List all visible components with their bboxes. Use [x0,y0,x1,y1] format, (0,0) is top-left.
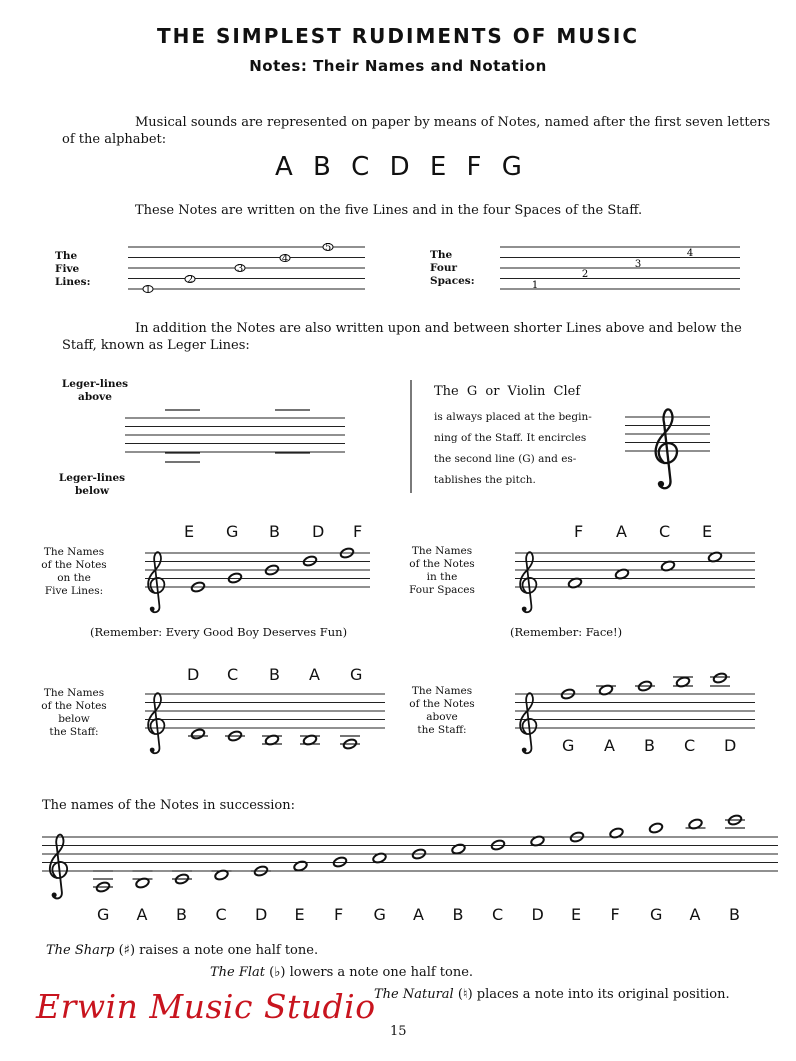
sharp-text: raises a note one half tone. [139,943,319,958]
note-heads [93,243,745,893]
flat-sign: (♭) [269,965,286,980]
succession-note-letter: A [689,905,701,924]
leger-line-1: In addition the Notes are also written upon and between shorter Lines above and below the [135,321,742,336]
line-number: 1 [144,284,152,296]
below-note-letter: A [309,665,320,684]
succession-note-letter: C [492,905,504,924]
spaces-note-letter: F [574,522,584,541]
space-number: 3 [634,259,642,270]
spaces-notes-label: The Names of the Notes in the Four Spaces [409,545,475,596]
lines-mnemonic: (Remember: Every Good Boy Deserves Fun) [90,625,348,639]
succession-note-letter: B [452,905,464,924]
succession-note-letter: D [531,905,544,924]
line-number: 5 [324,242,332,254]
leger-line-2: Staff, known as Leger Lines: [62,338,250,353]
space-number: 2 [581,269,589,280]
above-note-letter: A [604,736,615,755]
intro-line-2: of the alphabet: [62,132,167,147]
space-number: 4 [686,248,694,259]
leger-above-label: Leger-lines above [61,378,129,403]
succession-note-letter: F [610,905,620,924]
intro-line-1: Musical sounds are represented on paper by means of Notes, named after the first seven letters [135,115,771,130]
lines-note-letter: E [184,522,195,541]
natural-text: places a note into its original position. [476,987,730,1002]
succession-note-letter: G [373,905,386,924]
line-number: 2 [186,274,194,286]
lines-note-letter: D [312,522,325,541]
above-note-letter: G [562,736,575,755]
five-lines-label: The Five Lines: [55,250,91,288]
succession-note-letter: E [571,905,582,924]
note-head [649,822,664,834]
g-clef-icon [50,835,67,899]
page-number: 15 [390,1024,407,1039]
flat-text: lowers a note one half tone. [289,965,474,980]
succession-note-letter: B [176,905,187,924]
below-note-letter: C [227,665,239,684]
above-note-letter: C [684,736,696,755]
studio-watermark-logo: Erwin Music Studio [36,987,376,1026]
flat-name: The Flat [210,965,266,980]
spaces-note-letter: E [702,522,713,541]
four-spaces-label: The Four Spaces: [430,249,475,287]
succession-heading: The names of the Notes in succession: [42,798,295,813]
spaces-note-letter: C [659,522,671,541]
clef-heading: The G or Violin Clef [434,384,581,399]
note-head [451,843,466,855]
succession-note-letter: G [97,905,110,924]
sharp-name: The Sharp [46,943,115,958]
below-note-letter: B [269,665,280,684]
line-number: 4 [281,253,289,265]
natural-sign: (♮) [457,987,473,1002]
space-number: 1 [531,280,539,291]
staff-intro-line: These Notes are written on the five Lines and in the four Spaces of the Staff. [135,203,643,218]
below-note-letter: G [350,665,363,684]
lines-note-letter: B [269,522,280,541]
below-note-letter: D [187,665,200,684]
lines-note-letter: G [226,522,239,541]
succession-note-letter: E [294,905,305,924]
spaces-mnemonic: (Remember: Face!) [510,625,623,639]
succession-note-letter: C [215,905,227,924]
staff-lines [42,247,778,871]
above-note-letter: B [644,736,655,755]
above-notes-label: The Names of the Notes above the Staff: [409,685,475,736]
natural-name: The Natural [374,987,454,1002]
g-clef-icon [656,409,677,488]
alphabet-letters: A B C D E F G [275,152,522,182]
succession-note-letter: F [334,905,344,924]
spaces-note-letter: A [616,522,627,541]
line-number: 3 [236,263,244,275]
succession-note-letter: G [650,905,663,924]
below-notes-label: The Names of the Notes below the Staff: [41,687,107,738]
note-head [293,860,308,872]
succession-note-letter: D [255,905,268,924]
succession-note-letter: A [136,905,148,924]
lines-note-letter: F [353,522,363,541]
note-head [191,728,206,740]
page-subtitle: Notes: Their Names and Notation [249,57,547,75]
above-note-letter: D [724,736,737,755]
page-title: THE SIMPLEST RUDIMENTS OF MUSIC [156,24,640,48]
succession-note-letter: A [413,905,424,924]
clef-description: is always placed at the begin- ning of the Staff. It encircles the second line (G) and es- tablishes the pitch. [434,411,592,486]
lines-notes-label: The Names of the Notes on the Five Lines: [41,546,107,597]
leger-below-label: Leger-lines below [58,472,126,497]
sharp-sign: (♯) [118,943,136,958]
succession-note-letter: B [729,905,740,924]
note-head [713,672,728,684]
